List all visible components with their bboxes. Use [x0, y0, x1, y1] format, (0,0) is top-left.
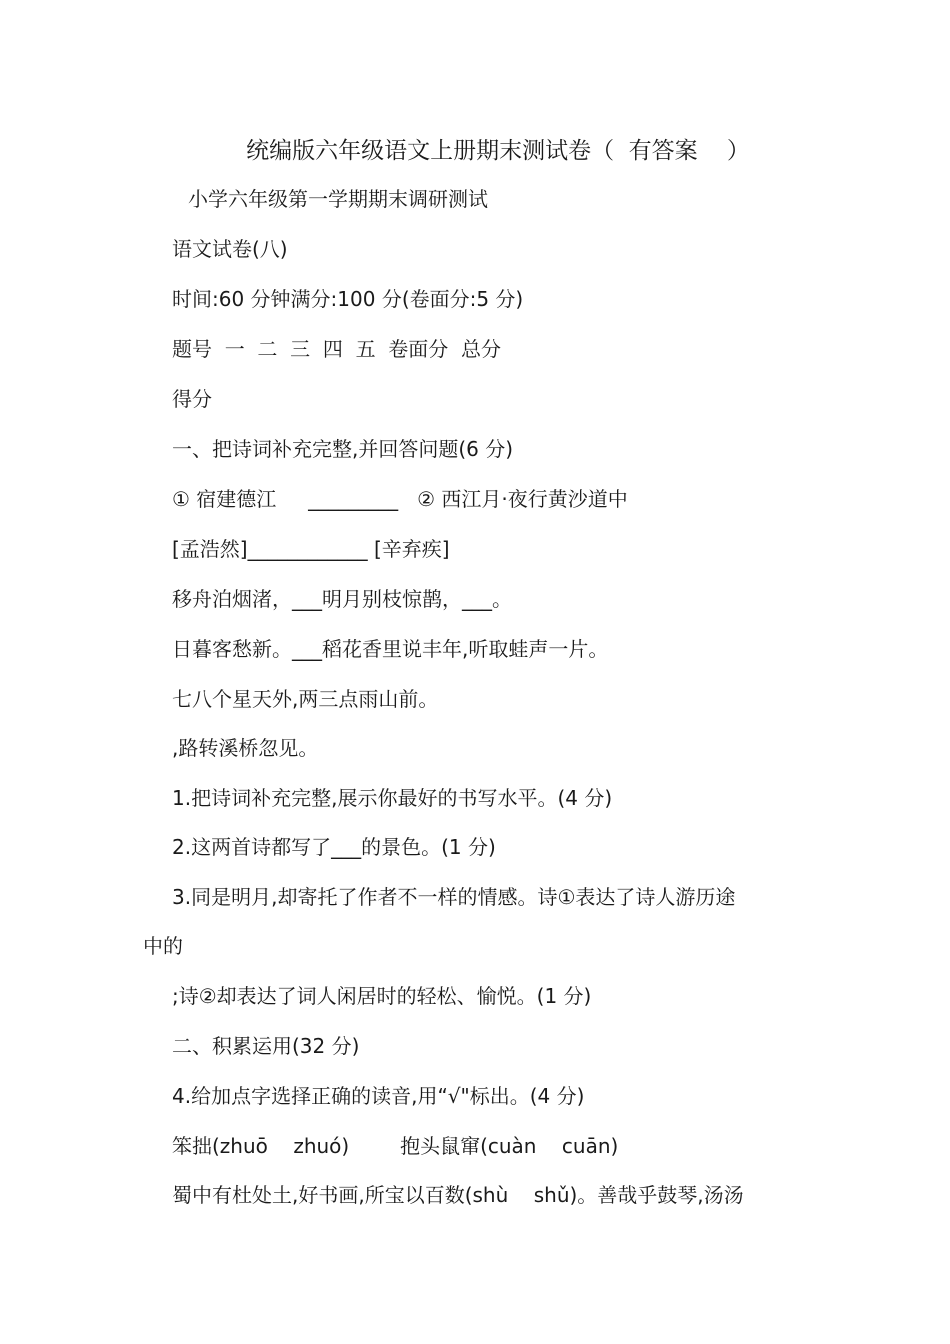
section-heading: 二、积累运用(32 分) — [172, 1034, 360, 1058]
text-line: 七八个星天外,两三点雨山前。 — [172, 687, 439, 711]
paper-name-line: 语文试卷(八) — [172, 237, 288, 261]
text-line: 笨拙(zhuō zhuó) 抱头鼠窜(cuàn cuān) — [172, 1134, 619, 1158]
text-line: 日暮客愁新。___稻花香里说丰年,听取蛙声一片。 — [172, 637, 609, 661]
time-score-line: 时间:60 分钟满分:100 分(卷面分:5 分) — [172, 287, 524, 311]
text-line: [孟浩然]____________ [辛弃疾] — [172, 537, 450, 561]
document-title: 统编版六年级语文上册期末测试卷（ 有答案 ） — [246, 138, 750, 164]
question-line: 1.把诗词补充完整,展示你最好的书写水平。(4 分) — [172, 786, 613, 810]
question-line: 4.给加点字选择正确的读音,用“√"标出。(4 分) — [172, 1084, 585, 1108]
text-line: ① 宿建德江 _________ ② 西江月·夜行黄沙道中 — [172, 487, 628, 511]
subtitle-line: 小学六年级第一学期期末调研测试 — [188, 187, 488, 211]
text-line: 蜀中有杜处土,好书画,所宝以百数(shù shǔ)。善哉乎鼓琴,汤汤 — [172, 1183, 744, 1207]
question-line: 3.同是明月,却寄托了作者不一样的情感。诗①表达了诗人游历途 — [172, 885, 736, 909]
text-line: ,路转溪桥忽见。 — [172, 736, 319, 760]
section-heading: 一、把诗词补充完整,并回答问题(6 分) — [172, 437, 514, 461]
question-line: 中的 — [143, 934, 183, 958]
question-line: ;诗②却表达了词人闲居时的轻松、愉悦。(1 分) — [172, 984, 592, 1008]
question-number-row: 题号 一 二 三 四 五 卷面分 总分 — [172, 337, 502, 361]
score-row: 得分 — [172, 387, 212, 411]
question-line: 2.这两首诗都写了___的景色。(1 分) — [172, 835, 496, 859]
text-line: 移舟泊烟渚，___明月别枝惊鹊，___。 — [172, 587, 512, 611]
